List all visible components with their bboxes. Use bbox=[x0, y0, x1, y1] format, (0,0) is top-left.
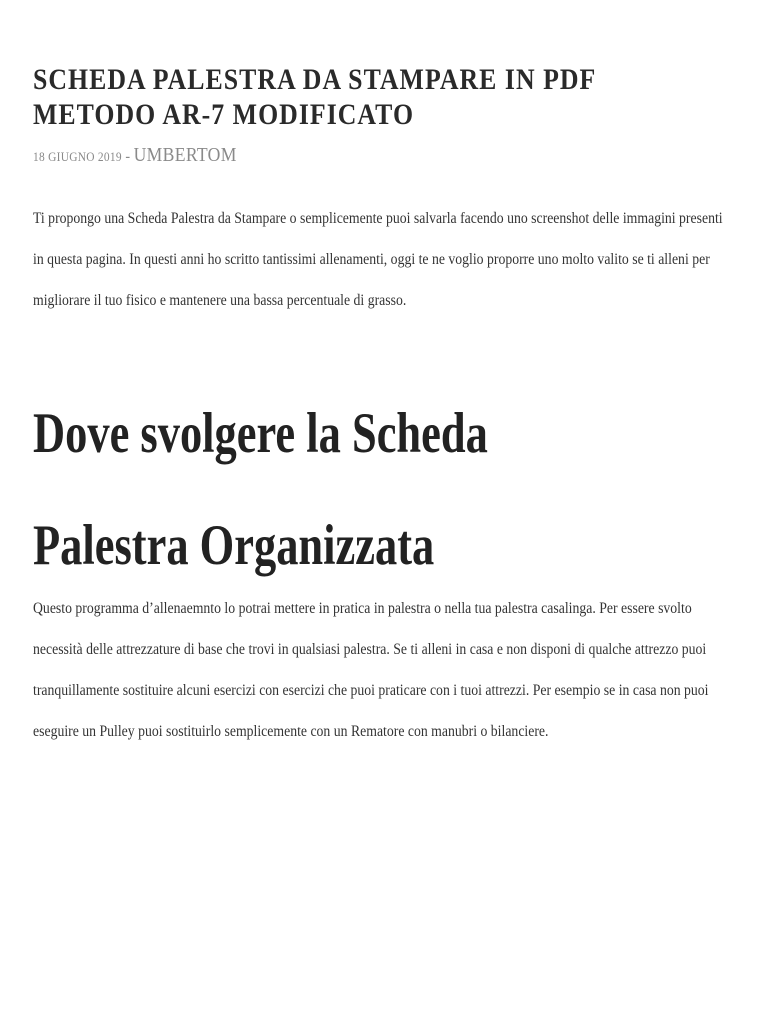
intro-paragraph: Ti propongo una Scheda Palestra da Stampare o semplicemente puoi salvarla facendo uno screenshot delle immagini presenti in questa pagina. In questi anni ho scritto tantissimi allenamenti, oggi te ne voglio proporre uno molto valito se ti alleni per migliorare il tuo fisico e mantenere una bassa percentuale di grasso. bbox=[33, 210, 723, 309]
section-heading: Dove svolgere la Scheda Palestra Organizzata bbox=[33, 402, 488, 577]
meta-separator: - bbox=[121, 148, 134, 165]
article-title: SCHEDA PALESTRA DA STAMPARE IN PDF METODO AR-7 MODIFICATO bbox=[33, 63, 596, 131]
post-author-link[interactable]: UMBERTOM bbox=[133, 144, 237, 166]
post-date: 18 GIUGNO 2019 bbox=[33, 149, 122, 164]
section-paragraph: Questo programma d’allenaemnto lo potrai mettere in pratica in palestra o nella tua palestra casalinga. Per essere svolto necessità delle attrezzature di base che trovi in qualsiasi palestra. Se ti alleni in casa e non disponi di qualche attrezzo puoi tranquillamente sostituire alcuni esercizi con esercizi che puoi praticare con i tuoi attrezzi. Per esempio se in casa non puoi eseguire un Pulley puoi sostituirlo semplicemente con un Rematore con manubri o bilanciere. bbox=[33, 600, 709, 740]
article-meta bbox=[33, 144, 237, 167]
